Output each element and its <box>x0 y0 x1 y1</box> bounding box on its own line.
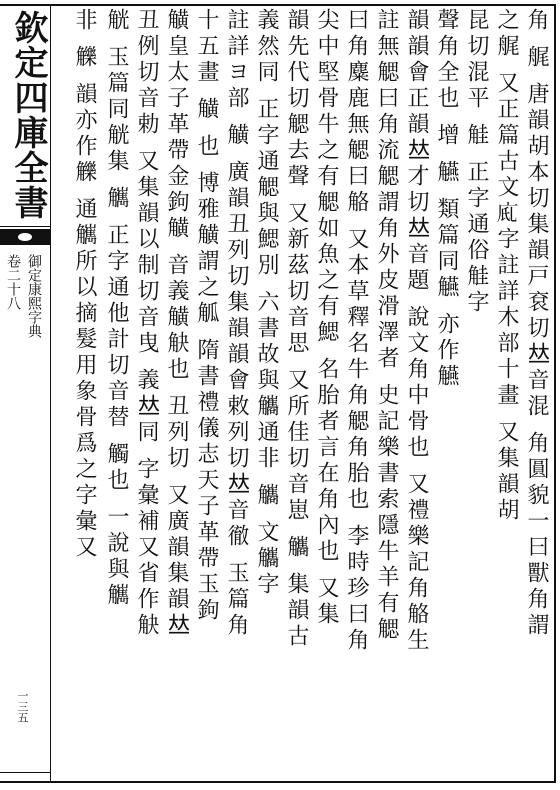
frame-bottom-rule <box>0 781 556 783</box>
volume-number: 卷二十八 <box>5 254 21 310</box>
text-column: 尖中堅骨牛之有䚡如魚之有鰓 名胎者言在角內也 又集 <box>314 8 339 628</box>
text-column: 角 艉 唐韻胡本切集韻戸袞切𠀤音混 角圓貌一曰獸角謂 <box>524 8 549 639</box>
text-column: 觥 玉篇同觥集 觽 正字通他計切音替 觸也 一說與觽 <box>104 8 129 609</box>
text-column: 昆切混平 觟 正字通俗觟字 <box>464 8 489 316</box>
text-column: 韻韻會正韻𠀤才切𠀤音題 說文角中骨也 又禮樂記角觡生 <box>404 8 429 654</box>
book-title: 欽定四庫全書 <box>8 10 48 220</box>
text-column: 十五畫 觵 也 博雅觵謂之觚 隋書禮儀志天子革帶玉鉤 <box>194 8 219 624</box>
book-name: 御定康熙字典 <box>26 254 42 338</box>
margin-bottom-rule <box>0 772 50 773</box>
text-column: 丑例切音勅 又集韻以制切音曳 義𠀤同 字彙補又省作觖 <box>134 8 159 639</box>
title-box <box>0 4 50 227</box>
text-column: 曰角麋鹿無䚡曰觡 又本草釋名牛角䚡角胎也 李時珍曰角 <box>344 8 369 654</box>
text-column: 註無䚡曰角流䚡謂角外皮滑澤者 史記樂書索隱牛羊有䚡 <box>374 8 399 643</box>
text-column: 義然同 正字通䚡與鰓別 六書故與觿通非 觿 文觿字 <box>254 8 279 598</box>
text-column: 聲角全也 增 觾 類篇同觾 亦作觾 <box>434 8 459 390</box>
page-number: 一三五 <box>16 690 29 723</box>
text-column: 註詳ヨ部 觵 廣韻丑列切集韻韻會敕列切𠀤音徹 玉篇角 <box>224 8 249 639</box>
text-column: 韻先代切䚡去聲 又新茲切音思 又所佳切音崽 觿 集韻古 <box>284 8 309 650</box>
text-column: 觵皇太子革帶金鉤觵 音義觵觖也 丑列切 又廣韻集韻𠀤 <box>164 8 189 639</box>
text-column: 非 觻 韻亦作觻 通觽所以摘髮用象骨爲之字彙又 <box>72 8 97 561</box>
frame-top-rule <box>0 4 556 6</box>
fish-tail-mark-icon <box>0 229 50 245</box>
text-column: 之艉 又正篇古文𢇼字註詳木部十畫 又集韻胡 <box>494 8 519 524</box>
margin-rule <box>50 4 51 783</box>
